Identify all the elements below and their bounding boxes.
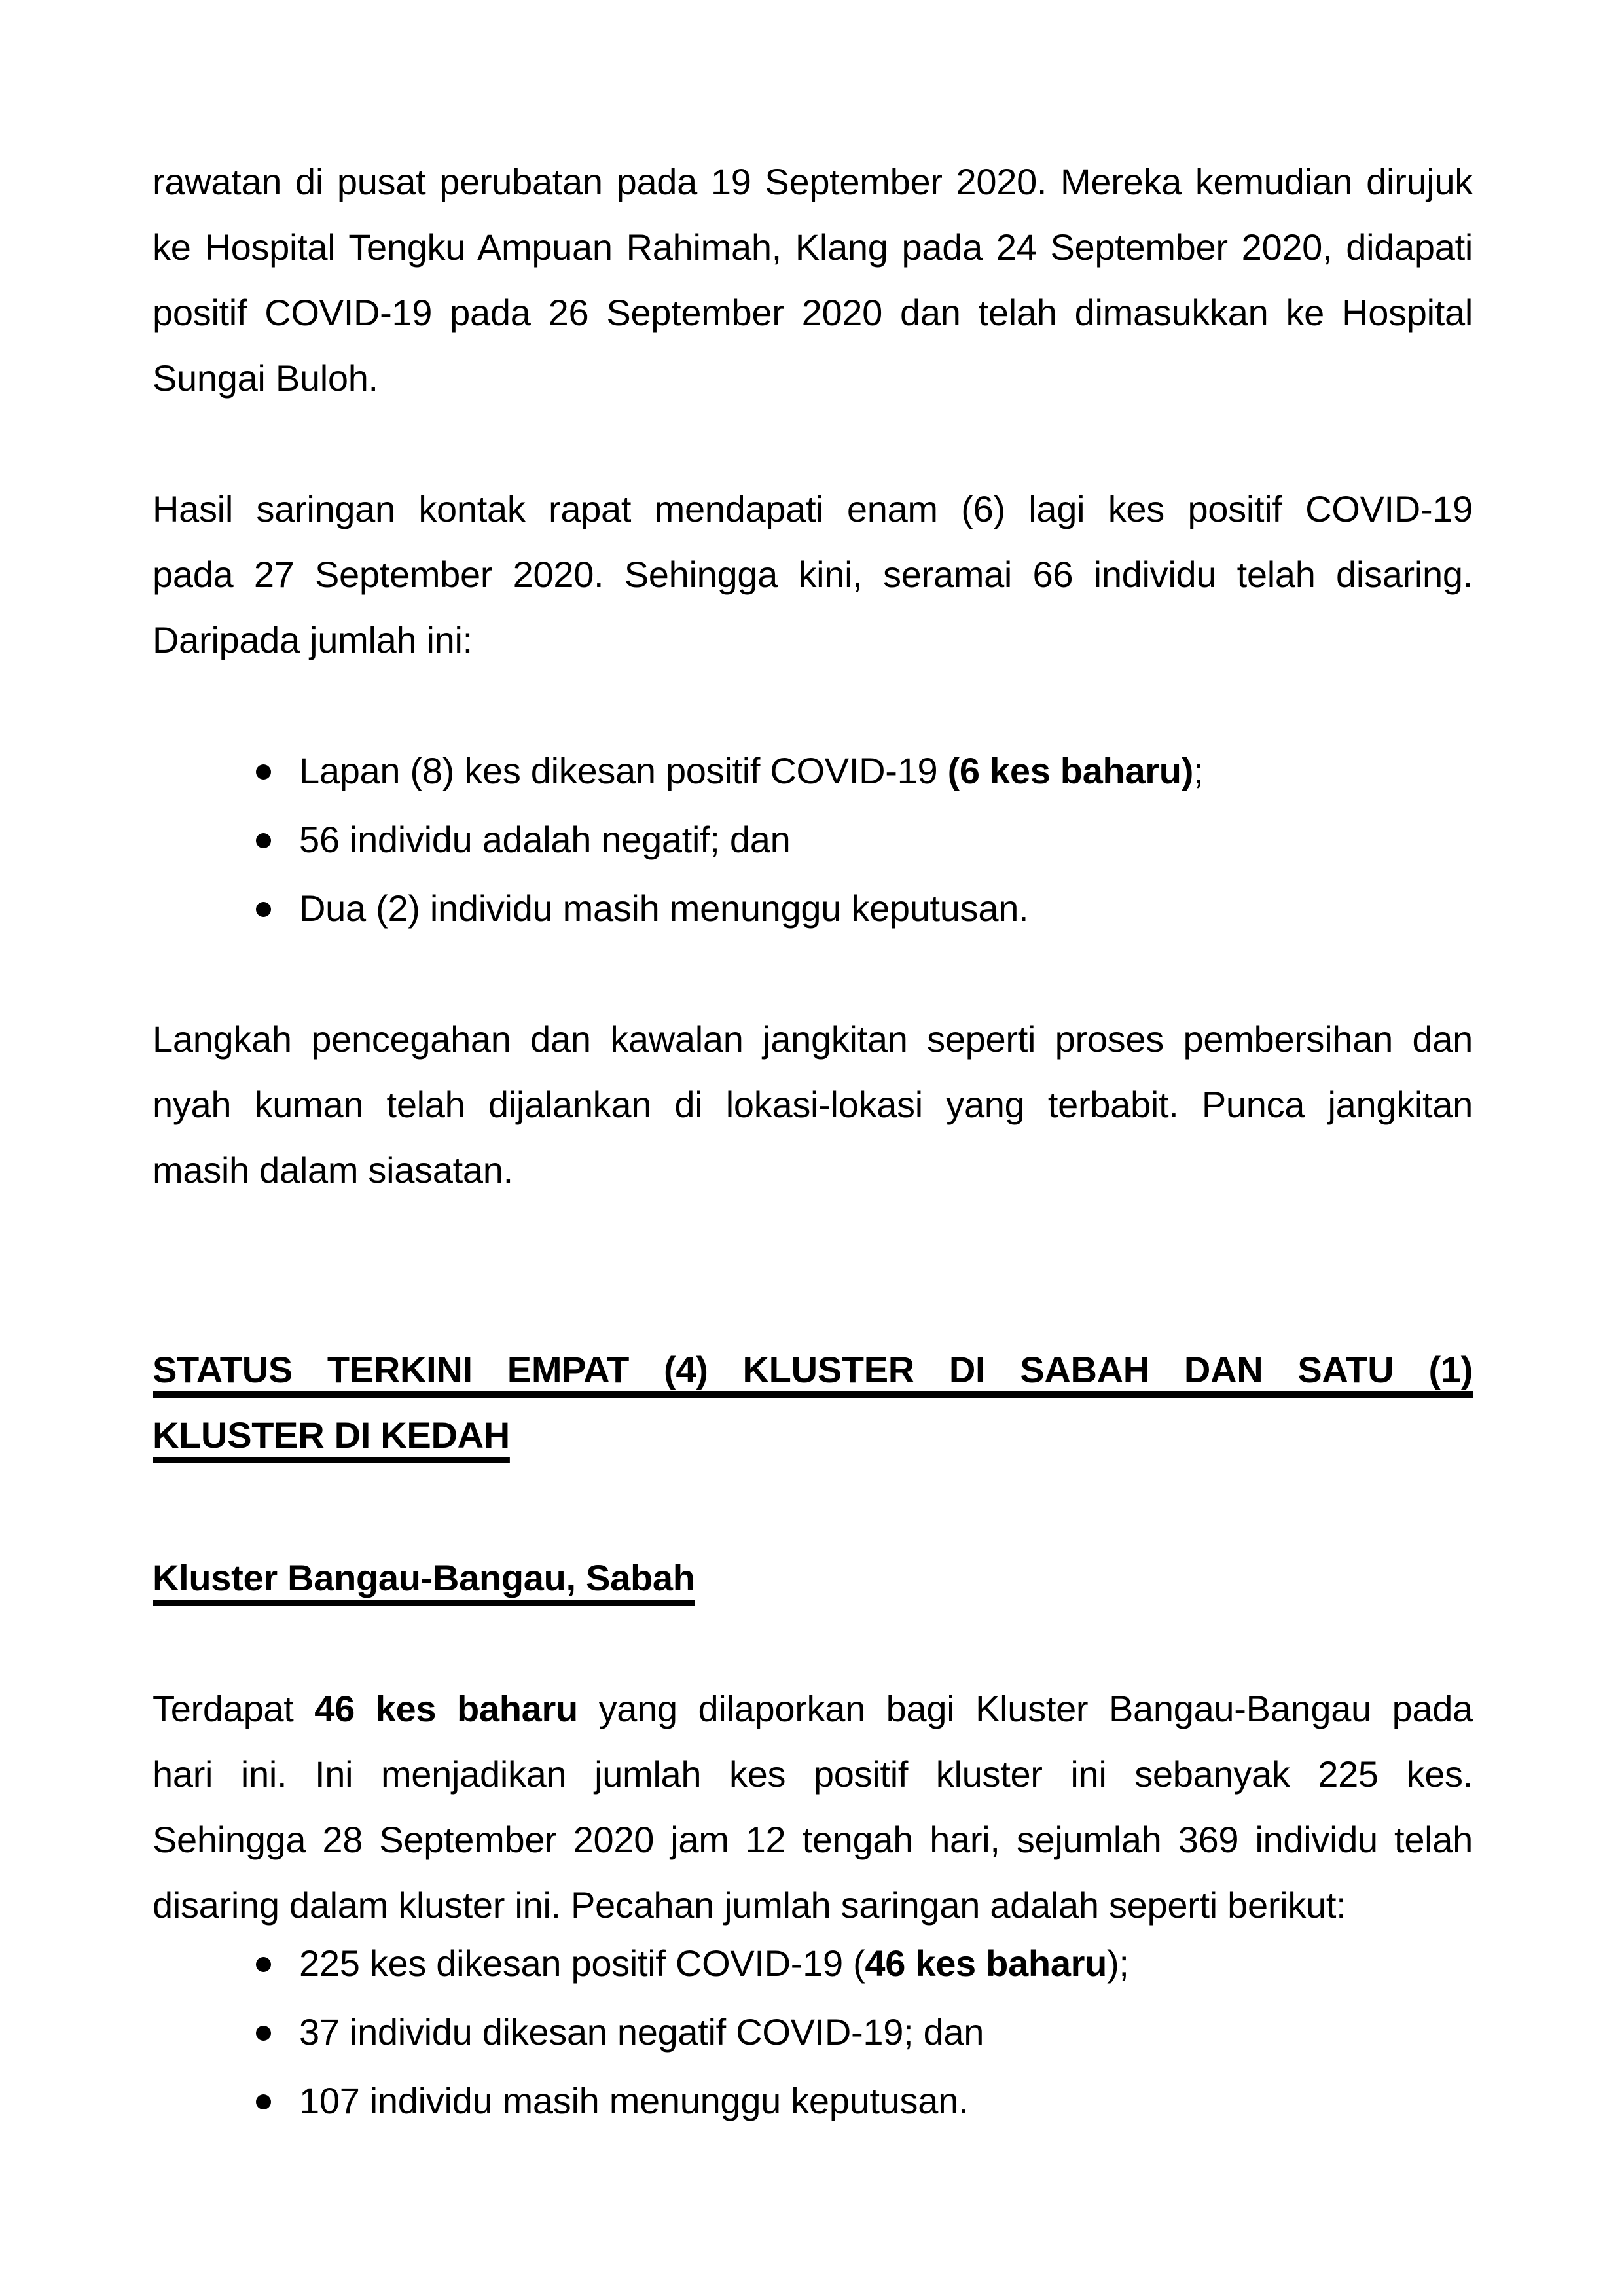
list-item	[153, 876, 1473, 941]
text-segment: positif COVID-19 pada 26 September 2020 dan telah dimasukkan ke Hospital	[153, 292, 1473, 333]
text-segment: pada 27 September 2020. Sehingga kini, seramai 66 individu telah disaring.	[153, 554, 1473, 595]
text-line	[153, 476, 1473, 542]
bullet-icon	[256, 1957, 271, 1972]
bullet-icon	[256, 2094, 271, 2109]
list-item	[153, 1931, 1473, 1996]
para-3	[153, 1007, 1473, 1203]
section-heading	[153, 1337, 1473, 1468]
text-line	[153, 1676, 1473, 1742]
text-segment: KLUSTER DI KEDAH	[153, 1414, 510, 1456]
text-segment: 56 individu adalah negatif; dan	[299, 819, 791, 860]
text-segment: Terdapat	[153, 1688, 315, 1729]
text-segment: rawatan di pusat perubatan pada 19 September 2020. Mereka kemudian dirujuk	[153, 161, 1473, 202]
text-segment: Dua (2) individu masih menunggu keputusan.	[299, 888, 1029, 929]
text-line	[153, 542, 1473, 607]
bullet-icon	[256, 764, 271, 780]
text-line	[153, 280, 1473, 346]
text-line	[153, 1807, 1473, 1873]
text-segment: disaring dalam kluster ini. Pecahan jumlah saringan adalah seperti berikut:	[153, 1884, 1346, 1926]
para-4	[153, 1676, 1473, 1938]
text-segment: );	[1107, 1943, 1129, 1984]
text-segment: nyah kuman telah dijalankan di lokasi-lokasi yang terbabit. Punca jangkitan	[153, 1084, 1473, 1125]
text-segment: (6 kes baharu)	[947, 750, 1194, 791]
text-segment: Kluster Bangau-Bangau, Sabah	[153, 1557, 695, 1598]
text-line	[153, 1873, 1473, 1938]
text-line	[153, 1337, 1473, 1403]
text-segment: Sungai Buloh.	[153, 357, 378, 399]
text-segment: 225 kes dikesan positif COVID-19 (	[299, 1943, 865, 1984]
text-segment: 46 kes baharu	[865, 1943, 1108, 1984]
text-line	[153, 346, 1473, 411]
text-line	[153, 149, 1473, 215]
text-segment: ;	[1193, 750, 1204, 791]
text-segment: masih dalam siasatan.	[153, 1149, 513, 1191]
text-segment: Sehingga 28 September 2020 jam 12 tengah hari, sejumlah 369 individu telah	[153, 1819, 1473, 1860]
text-line	[153, 215, 1473, 280]
bullet-icon	[256, 902, 271, 917]
text-segment: 37 individu dikesan negatif COVID-19; dan	[299, 2011, 984, 2053]
text-line	[153, 1403, 1473, 1468]
text-segment: Lapan (8) kes dikesan positif COVID-19	[299, 750, 948, 791]
list-item	[153, 807, 1473, 872]
bullet-list-2	[153, 1931, 1473, 2134]
text-line	[153, 1545, 1473, 1611]
bullet-icon	[256, 833, 271, 848]
para-2	[153, 476, 1473, 673]
text-segment: 107 individu masih menunggu keputusan.	[299, 2080, 969, 2121]
list-item	[153, 2068, 1473, 2134]
text-segment: 46 kes baharu	[314, 1688, 578, 1729]
list-item	[153, 738, 1473, 804]
text-line	[153, 1072, 1473, 1138]
text-segment: yang dilaporkan bagi Kluster Bangau-Bangau pada	[577, 1688, 1473, 1729]
list-item	[153, 2000, 1473, 2065]
text-line	[153, 1007, 1473, 1072]
subsection-heading	[153, 1545, 1473, 1611]
para-1	[153, 149, 1473, 411]
text-segment: STATUS TERKINI EMPAT (4) KLUSTER DI SABAH DAN SATU (1)	[153, 1349, 1473, 1390]
text-segment: hari ini. Ini menjadikan jumlah kes positif kluster ini sebanyak 225 kes.	[153, 1753, 1473, 1795]
text-segment: Hasil saringan kontak rapat mendapati enam (6) lagi kes positif COVID-19	[153, 488, 1473, 529]
text-line	[153, 1138, 1473, 1203]
text-segment: Langkah pencegahan dan kawalan jangkitan seperti proses pembersihan dan	[153, 1018, 1473, 1060]
bullet-list-1	[153, 738, 1473, 941]
document-content	[153, 149, 1473, 2134]
bullet-icon	[256, 2026, 271, 2041]
text-line	[153, 1742, 1473, 1807]
text-line	[153, 607, 1473, 673]
text-segment: ke Hospital Tengku Ampuan Rahimah, Klang pada 24 September 2020, didapati	[153, 226, 1473, 268]
text-segment: Daripada jumlah ini:	[153, 619, 473, 660]
